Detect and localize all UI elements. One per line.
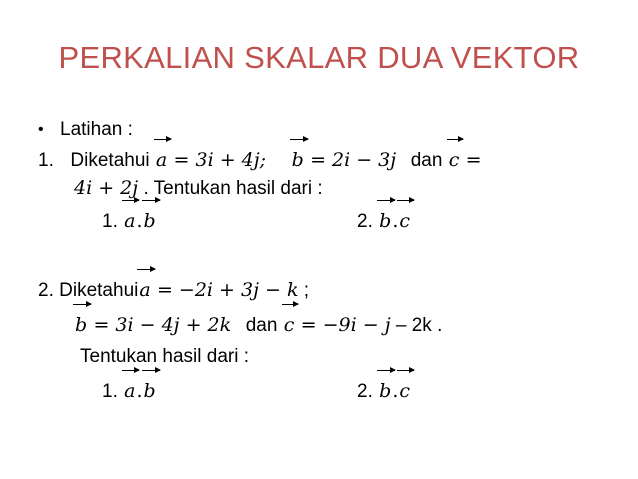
problem1-eq-c-start: = <box>465 149 482 171</box>
vector-c: c <box>398 379 411 403</box>
vector-arrow-icon <box>290 139 308 140</box>
dot-operator: . <box>136 210 143 232</box>
problem2-statement-cont <box>74 313 442 338</box>
problem1-instruction: . Tentukan hasil dari : <box>143 178 323 199</box>
latihan-label: Latihan : <box>60 119 133 140</box>
problem1-eq-b: = 2i − 3j <box>310 149 397 171</box>
problem1-number: 1. <box>38 150 54 171</box>
vector-arrow-icon <box>73 304 91 305</box>
dot-operator: . <box>392 380 399 402</box>
task-number: 1. <box>102 381 118 402</box>
problem2-eq-c-tail: – 2k . <box>395 315 443 336</box>
problem2-statement <box>38 278 309 303</box>
problem2-eq-a-end: ; <box>303 280 310 301</box>
vector-arrow-icon <box>154 139 171 140</box>
problem1-eq-a: = 3i + 4j; <box>173 149 267 171</box>
task-number: 2. <box>357 381 373 402</box>
problem1-lead: Diketahui <box>70 150 150 171</box>
problem2-eq-b: = 3i − 4j + 2k <box>93 314 232 336</box>
vector-b: b <box>291 148 305 172</box>
task-number: 2. <box>357 211 373 232</box>
dot-operator: . <box>392 210 399 232</box>
vector-c: c <box>283 313 296 337</box>
task-number: 1. <box>102 211 118 232</box>
problem2-instruction: Tentukan hasil dari : <box>80 346 249 367</box>
problem1-statement <box>38 148 482 173</box>
vector-arrow-icon <box>447 139 464 140</box>
vector-a: a <box>123 209 136 233</box>
vector-b: b <box>143 209 157 233</box>
problem2-task1 <box>102 379 157 404</box>
problem2-task2 <box>357 379 411 404</box>
problem1-task2 <box>357 209 411 234</box>
bullet-icon: • <box>38 121 44 138</box>
problem2-lead: Diketahui <box>59 280 139 301</box>
problem2-number: 2. <box>38 280 54 301</box>
bullet-latihan <box>38 118 133 142</box>
vector-arrow-icon <box>122 200 139 201</box>
problem2-eq-a: = −2i + 3j − k <box>156 279 299 301</box>
problem1-conj: dan <box>410 150 443 171</box>
vector-b: b <box>378 209 392 233</box>
vector-b: b <box>143 379 157 403</box>
vector-a: a <box>138 278 151 302</box>
problem1-task1 <box>102 209 157 234</box>
slide-title: PERKALIAN SKALAR DUA VEKTOR <box>58 40 580 75</box>
vector-arrow-icon <box>137 269 154 270</box>
vector-arrow-icon <box>377 200 395 201</box>
problem2-conj: dan <box>245 315 278 336</box>
vector-c: c <box>448 148 461 172</box>
vector-arrow-icon <box>282 304 299 305</box>
vector-c: c <box>398 209 411 233</box>
vector-a: a <box>155 148 168 172</box>
dot-operator: . <box>136 380 143 402</box>
vector-arrow-icon <box>142 200 160 201</box>
problem1-eq-c-cont: 4i + 2j <box>74 177 139 199</box>
vector-b: b <box>378 379 392 403</box>
vector-arrow-icon <box>397 370 414 371</box>
vector-arrow-icon <box>142 370 160 371</box>
vector-arrow-icon <box>397 200 414 201</box>
vector-b: b <box>74 313 88 337</box>
problem2-eq-c: = −9i − j <box>300 314 391 336</box>
vector-a: a <box>123 379 136 403</box>
vector-arrow-icon <box>377 370 395 371</box>
problem1-statement-cont <box>74 176 323 201</box>
vector-arrow-icon <box>122 370 139 371</box>
